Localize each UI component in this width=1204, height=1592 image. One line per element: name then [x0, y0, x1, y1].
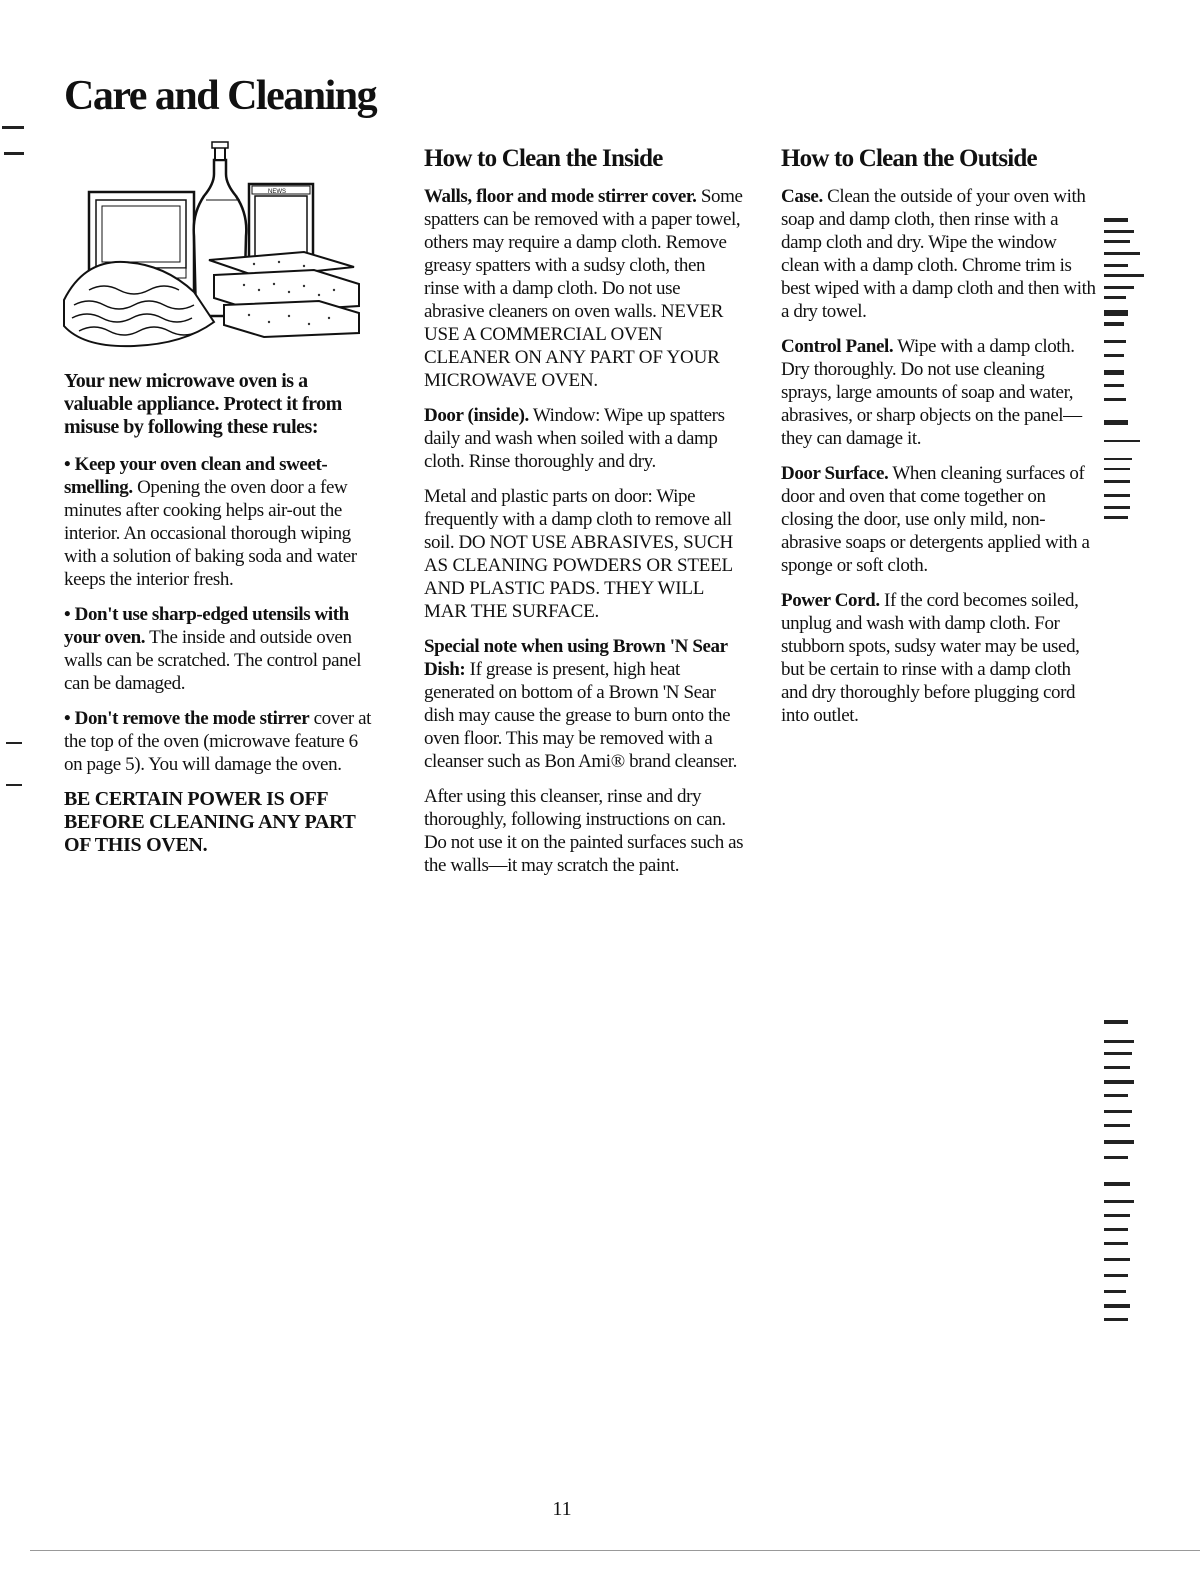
rule-no-sharp-utensils-bold: Don't use sharp-edged utensils with your oven.: [64, 604, 349, 648]
metal-paragraph: [424, 485, 744, 623]
door-surface-paragraph: [781, 462, 1096, 577]
inside-column: [424, 145, 744, 889]
rule-keep-clean: [64, 453, 374, 591]
door-text: Window: Wipe up spatters daily and wash when soiled with a damp cloth. Rinse thoroughly and dry.: [424, 405, 725, 472]
case-paragraph: [781, 185, 1096, 323]
power-cord-text: If the cord becomes soiled, unplug and wash with damp cloth. For stubborn spots, sudsy water may be used, but be certain to rinse with a damp cloth and dry thoroughly before plugging cord into outlet.: [781, 590, 1080, 726]
control-panel-paragraph: [781, 335, 1096, 450]
right-edge-marks-top: [1104, 218, 1144, 519]
inside-heading: How to Clean the Inside: [424, 145, 663, 172]
rule-mode-stirrer-text: cover at the top of the oven (microwave feature 6 on page 5). You will damage the oven.: [64, 708, 372, 775]
case-text: Clean the outside of your oven with soap and damp cloth, then rinse with a damp cloth and dry. Wipe the window clean with a damp cloth. Chrome trim is best wiped with a damp cloth and then with a dry towel.: [781, 186, 1096, 322]
sponges-icon: [209, 252, 359, 337]
rule-bullet: •: [64, 708, 71, 729]
after-cleanser-paragraph: After using this cleanser, rinse and dry thoroughly, following instructions on can. Do not use it on the painted surfaces such as the walls—it may scratch the paint.: [424, 786, 744, 876]
right-edge-marks-bottom: [1104, 1020, 1134, 1321]
page-title: Care and Cleaning: [64, 73, 377, 119]
walls-bold: Walls, floor and mode stirrer cover.: [424, 186, 697, 207]
rule-keep-clean-text: Opening the oven door a few minutes after cooking helps air-out the interior. An occasional thorough wiping with a solution of baking soda and water keeps the interior fresh.: [64, 477, 357, 590]
metal-text: Metal and plastic parts on door: Wipe frequently with a damp cloth to remove all soil. DO NOT: [424, 486, 732, 553]
walls-caps-warning: NEVER USE A COMMERCIAL OVEN CLEANER ON ANY PART OF YOUR MICROWAVE OVEN.: [424, 301, 724, 391]
special-note-paragraph: [424, 635, 744, 773]
cleaning-supplies-illustration: [44, 140, 384, 360]
left-column: [64, 140, 374, 857]
intro-text: Your new microwave oven is a valuable appliance. Protect it from misuse by following these rules:: [64, 370, 342, 438]
door-surface-text: When cleaning surfaces of door and oven that come together on closing the door, use only mild, non-abrasive soaps or detergents applied with a sponge or soft cloth.: [781, 463, 1090, 576]
power-cord-paragraph: [781, 589, 1096, 727]
page-number: 11: [552, 1498, 572, 1520]
door-surface-bold: Door Surface.: [781, 463, 889, 484]
outside-heading: How to Clean the Outside: [781, 145, 1037, 172]
power-cord-bold: Power Cord.: [781, 590, 880, 611]
rule-no-sharp-utensils: [64, 603, 374, 695]
rule-mode-stirrer-bold: Don't remove the mode stirrer: [74, 708, 310, 729]
special-note-bold: Special note when using Brown 'N Sear Dish:: [424, 636, 728, 680]
bottom-scan-line: [30, 1550, 1200, 1551]
rule-bullet: •: [64, 604, 71, 625]
control-panel-bold: Control Panel.: [781, 336, 894, 357]
case-bold: Case.: [781, 186, 823, 207]
walls-paragraph: [424, 185, 744, 392]
news-label: NEWS: [268, 189, 286, 195]
door-paragraph: [424, 404, 744, 473]
walls-text: Some spatters can be removed with a paper towel, others may require a damp cloth. Remove greasy spatters with a sudsy cloth, then rinse with a damp cloth. Do not use abrasive cleaners on oven walls.: [424, 186, 743, 322]
door-bold: Door (inside).: [424, 405, 529, 426]
metal-caps-warning: USE ABRASIVES, SUCH AS CLEANING POWDERS OR STEEL AND PLASTIC PADS. THEY WILL MAR THE SURFACE.: [424, 532, 733, 622]
special-note-text: If grease is present, high heat generated on bottom of a Brown 'N Sear dish may cause the grease to burn onto the oven floor. This may be removed with a cleanser such as Bon Ami® brand cleanser.: [424, 659, 738, 772]
rule-mode-stirrer: [64, 707, 374, 776]
rule-keep-clean-bold: Keep your oven clean and sweet-smelling.: [64, 454, 328, 498]
control-panel-text: Wipe with a damp cloth. Dry thoroughly. Do not use cleaning sprays, large amounts of soap and water, abrasives, or sharp objects on the panel—they can damage it.: [781, 336, 1082, 449]
rule-bullet: •: [64, 454, 71, 475]
rule-no-sharp-utensils-text: The inside and outside oven walls can be scratched. The control panel can be damaged.: [64, 627, 362, 694]
outside-column: [781, 145, 1096, 739]
power-off-warning: BE CERTAIN POWER IS OFF BEFORE CLEANING ANY PART OF THIS OVEN.: [64, 788, 356, 856]
